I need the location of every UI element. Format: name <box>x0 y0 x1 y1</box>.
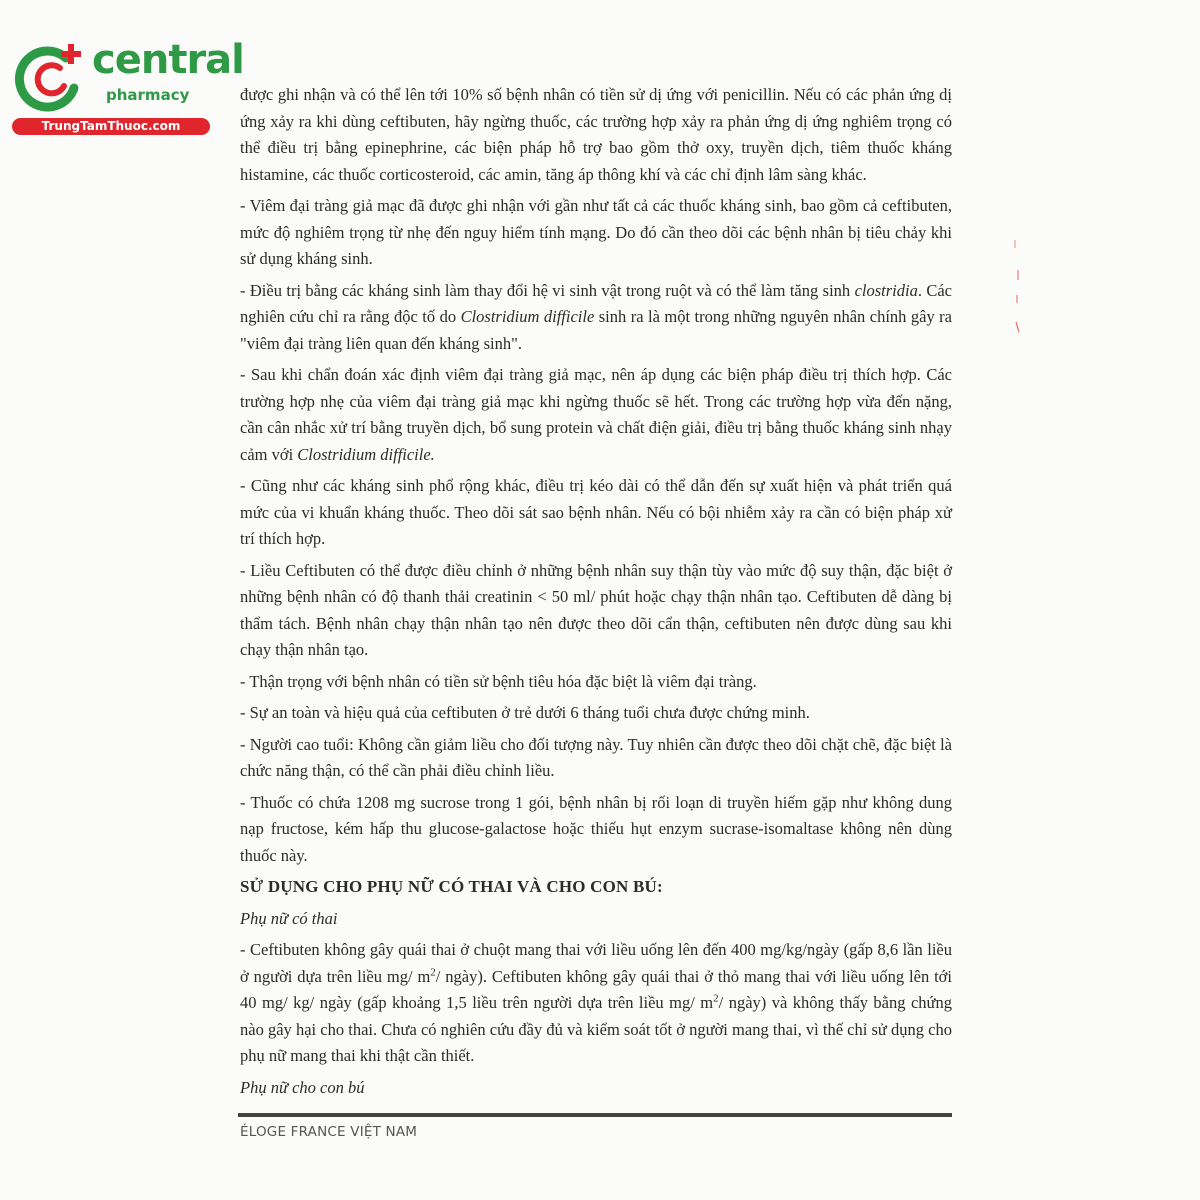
central-pharmacy-logo[interactable] <box>12 37 244 138</box>
text-run: - Ceftibuten không gây quái thai ở chuột mang thai với liều uống lên đến 400 mg/kg/ngày (gấp 8,6 lần liều ở người dựa trên liều mg/ m <box>240 940 952 986</box>
text-run: . Các nghiên cứu chỉ ra rằng độc tố do <box>240 280 953 326</box>
logo-subtitle: pharmacy <box>106 86 190 104</box>
italic-term: Clostridium difficile. <box>297 444 435 464</box>
paragraph: - Người cao tuổi: Không cần giảm liều cho đối tượng này. Tuy nhiên cần được theo dõi chặt chẽ, đặc biệt là chức năng thận, có thể cần phải điều chỉnh liều. <box>240 734 952 780</box>
paragraph: - Viêm đại tràng giả mạc đã được ghi nhận với gần như tất cả các thuốc kháng sinh, bao gồm cả ceftibuten, mức độ nghiêm trọng từ nhẹ đến nguy hiểm tính mạng. Do đó cần theo dõi các bệnh nhân bị tiêu chảy khi sử dụng kháng sinh. <box>240 196 952 268</box>
footer-company: ÉLOGE FRANCE VIỆT NAM <box>240 1124 418 1140</box>
paragraph <box>240 362 952 468</box>
paragraph: - Thận trọng với bệnh nhân có tiền sử bệnh tiêu hóa đặc biệt là viêm đại tràng. <box>240 671 757 691</box>
text-run: - Điều trị bằng các kháng sinh làm thay đổi hệ vi sinh vật trong ruột và có thể làm tăng sinh <box>240 280 855 300</box>
text-run: / ngày). Ceftibuten không gây quái thai ở thỏ mang thai với liều uống lên tới 40 mg/ kg/ ngày (gấp khoảng 1,5 liều trên người dựa trên liều mg/ m <box>240 966 952 1012</box>
document-body <box>240 82 952 1106</box>
footer-divider <box>238 1113 952 1117</box>
scan-edge-marks <box>1012 240 1026 340</box>
subheading-pregnant: Phụ nữ có thai <box>240 908 338 928</box>
pharmacy-cross-icon <box>12 38 90 116</box>
subheading-breastfeeding: Phụ nữ cho con bú <box>240 1077 365 1097</box>
paragraph <box>240 278 952 358</box>
paragraph: - Liều Ceftibuten có thể được điều chỉnh ở những bệnh nhân suy thận tùy vào mức độ suy thận, đặc biệt ở những bệnh nhân có độ thanh thải creatinin < 50 ml/ phút hoặc chạy thận nhân tạo. Ceftibuten dễ dàng bị thẩm tách. Bệnh nhân chạy thận nhân tạo nên được theo dõi cẩn thận, ceftibuten nên được dùng sau khi chạy thận nhân tạo. <box>240 560 952 659</box>
italic-term: Clostridium difficile <box>460 307 595 326</box>
paragraph: - Cũng như các kháng sinh phổ rộng khác, điều trị kéo dài có thể dẫn đến sự xuất hiện và phát triển quá mức của vi khuẩn kháng thuốc. Theo dõi sát sao bệnh nhân. Nếu có bội nhiễm xảy ra cần có biện pháp xử trí thích hợp. <box>240 476 952 548</box>
superscript: 2 <box>430 966 436 978</box>
logo-url-badge[interactable]: TrungTamThuoc.com <box>12 118 210 135</box>
paragraph: - Sự an toàn và hiệu quả của ceftibuten ở trẻ dưới 6 tháng tuổi chưa được chứng minh. <box>240 703 810 722</box>
logo-name: central <box>92 37 244 83</box>
italic-term: clostridia <box>854 280 918 300</box>
section-heading: SỬ DỤNG CHO PHỤ NỮ CÓ THAI VÀ CHO CON BÚ: <box>240 877 663 896</box>
text-run: sinh ra là một trong những nguyên nhân chính gây ra "viêm đại tràng liên quan đến kháng sinh". <box>240 307 952 353</box>
text-run: / ngày) và không thấy bằng chứng nào gây hại cho thai. Chưa có nghiên cứu đầy đủ và kiểm soát tốt ở người mang thai, vì thế chỉ sử dụng cho phụ nữ mang thai khi thật cần thiết. <box>240 993 952 1065</box>
superscript: 2 <box>713 992 719 1005</box>
paragraph: được ghi nhận và có thể lên tới 10% số bệnh nhân có tiền sử dị ứng với penicillin. Nếu có các phản ứng dị ứng xảy ra khi dùng ceftibuten, hãy ngừng thuốc, các trường hợp xảy ra phản ứng dị ứng nghiêm trọng có thể điều trị bằng epinephrine, các biện pháp hỗ trợ bao gồm thở oxy, truyền dịch, tiêm thuốc kháng histamine, các thuốc corticosteroid, các amin, tăng áp thông khí và các chỉ định lâm sàng khác. <box>240 85 952 184</box>
paragraph: - Thuốc có chứa 1208 mg sucrose trong 1 gói, bệnh nhân bị rối loạn di truyền hiếm gặp như không dung nạp fructose, kém hấp thu glucose-galactose hoặc thiếu hụt enzym sucrase-isomaltase không nên dùng thuốc này. <box>240 792 952 865</box>
text-run: - Sau khi chẩn đoán xác định viêm đại tràng giả mạc, nên áp dụng các biện pháp điều trị thích hợp. Các trường hợp nhẹ của viêm đại tràng giả mạc khi ngừng thuốc sẽ hết. Trong các trường hợp vừa đến nặng, cần cân nhắc xử trí bằng truyền dịch, bổ sung protein và chất điện giải, điều trị bằng thuốc kháng sinh nhạy cảm với <box>240 365 952 464</box>
paragraph <box>240 937 952 1070</box>
